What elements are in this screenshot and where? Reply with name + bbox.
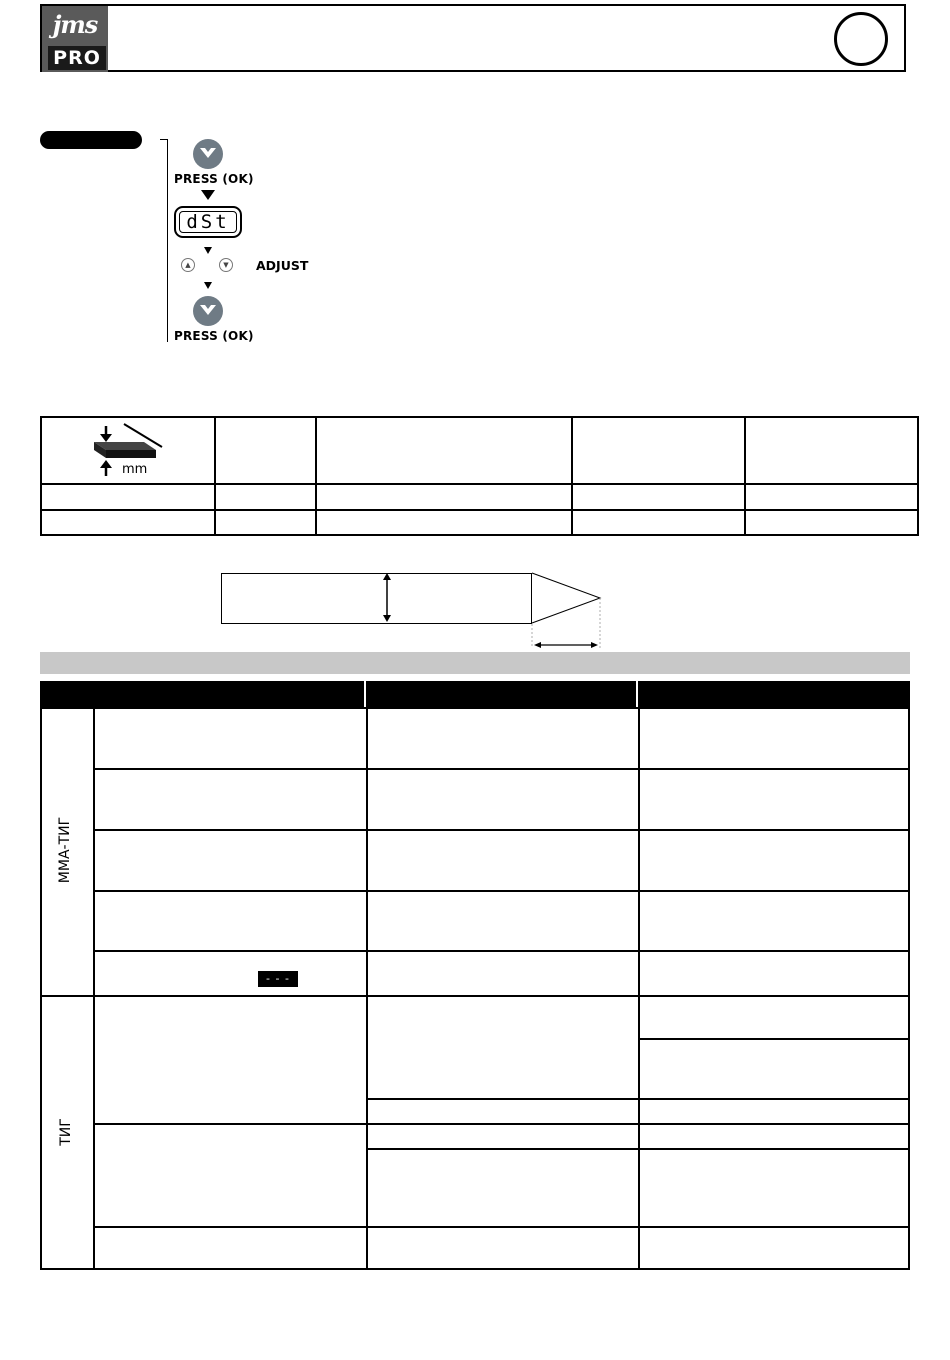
press-ok-label-2: PRESS (OK) [174, 329, 254, 343]
flow-tick [160, 139, 167, 140]
header-circle-icon [834, 12, 888, 66]
logo-bottom-text: PRO [48, 46, 106, 70]
flow-line [167, 139, 168, 342]
main-table-header [40, 681, 910, 708]
down-arrow-button-icon[interactable]: ▼ [219, 258, 233, 272]
main-table [40, 707, 910, 1270]
group-label-mma-tig: ММА-ТИГ [57, 816, 73, 884]
segment-display [174, 206, 242, 238]
group-label-tig: ТИГ [58, 1118, 74, 1146]
section-bar [40, 652, 910, 674]
electrode-tip-diagram [380, 568, 610, 652]
brand-logo [42, 6, 108, 72]
flow-arrow-2 [204, 247, 212, 254]
adjust-label: ADJUST [256, 258, 309, 273]
flow-arrow-3 [204, 282, 212, 289]
ok-button-icon[interactable] [193, 139, 223, 169]
ok-button-icon-2[interactable] [193, 296, 223, 326]
press-ok-label-1: PRESS (OK) [174, 172, 254, 186]
electrode-table [40, 416, 919, 536]
logo-top-text: jms [52, 10, 98, 39]
section-tab [40, 131, 142, 149]
flow-arrow-1 [201, 190, 215, 200]
page-header [40, 4, 906, 72]
unit-label: mm [122, 462, 148, 477]
dash-badge: - - - [258, 971, 298, 987]
up-arrow-button-icon[interactable]: ▲ [181, 258, 195, 272]
display-value: dSt [179, 211, 237, 233]
